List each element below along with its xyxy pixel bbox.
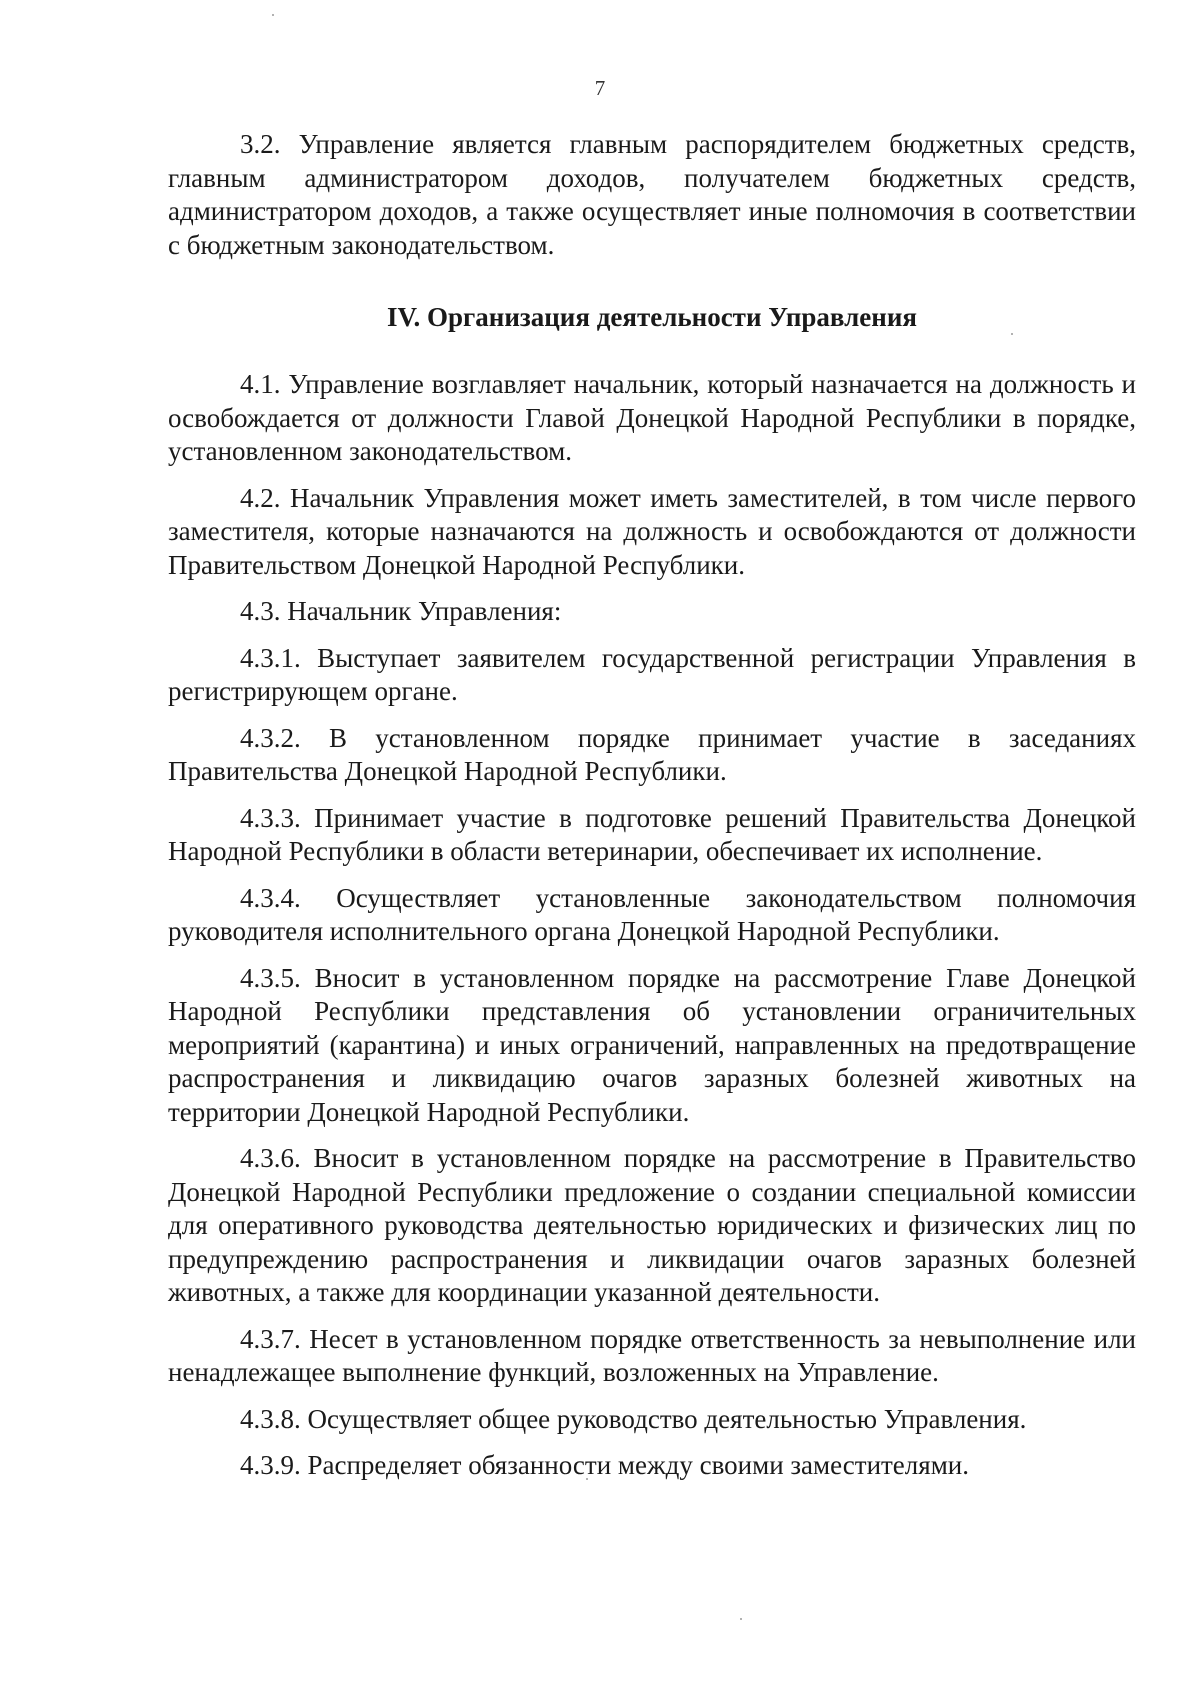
paragraph-4-1: 4.1. Управление возглавляет начальник, который назначается на должность и освобождается от должности Главой Донецкой Народной Республики в порядке, установленном законодательством. — [168, 369, 1136, 466]
paragraph-4-3-2: 4.3.2. В установленном порядке принимает участие в заседаниях Правительства Донецкой Народной Республики. — [168, 722, 1136, 786]
paragraph-4-3-8: 4.3.8. Осуществляет общее руководство деятельностью Управления. — [240, 1403, 1027, 1434]
paragraph-4-3-5: 4.3.5. Вносит в установленном порядке на рассмотрение Главе Донецкой Народной Республики представления об установлении ограничительных мероприятий (карантина) и иных ограничений, направленных на предотвращение распространения и ликвидацию очагов заразных болезней животных на территории Донецкой Народной Республики. — [168, 962, 1136, 1127]
document-body — [168, 128, 1136, 1496]
paragraph-3-2: 3.2. Управление является главным распорядителем бюджетных средств, главным администратором доходов, получателем бюджетных средств, администратором доходов, а также осуществляет иные полномочия в соответствии с бюджетным законодательством. — [168, 129, 1136, 260]
paragraph-4-3-1: 4.3.1. Выступает заявителем государственной регистрации Управления в регистрирующем органе. — [168, 642, 1136, 706]
page-number: 7 — [594, 76, 606, 100]
paragraph-4-3-4: 4.3.4. Осуществляет установленные законодательством полномочия руководителя исполнительного органа Донецкой Народной Республики. — [168, 882, 1136, 946]
paragraph-4-2: 4.2. Начальник Управления может иметь заместителей, в том числе первого заместителя, которые назначаются на должность и освобождаются от должности Правительством Донецкой Народной Республики. — [168, 482, 1136, 580]
paragraph-4-3-6: 4.3.6. Вносит в установленном порядке на рассмотрение в Правительство Донецкой Народной Республики предложение о создании специальной комиссии для оперативного руководства деятельностью юридических и физических лиц по предупреждению распространения и ликвидации очагов заразных болезней животных, а также для координации указанной деятельности. — [168, 1143, 1136, 1307]
paragraph-4-3-7: 4.3.7. Несет в установленном порядке ответственность за невыполнение или ненадлежащее выполнение функций, возложенных на Управление. — [168, 1323, 1136, 1387]
scan-speck — [740, 1618, 742, 1620]
section-heading: IV. Организация деятельности Управления — [386, 302, 918, 332]
paragraph-4-3: 4.3. Начальник Управления: — [240, 596, 562, 626]
paragraph-4-3-3: 4.3.3. Принимает участие в подготовке решений Правительства Донецкой Народной Республики в области ветеринарии, обеспечивает их исполнение. — [168, 802, 1136, 866]
scan-speck — [272, 14, 274, 16]
paragraph-4-3-9: 4.3.9. Распределяет обязанности между своими заместителями. — [240, 1450, 969, 1480]
